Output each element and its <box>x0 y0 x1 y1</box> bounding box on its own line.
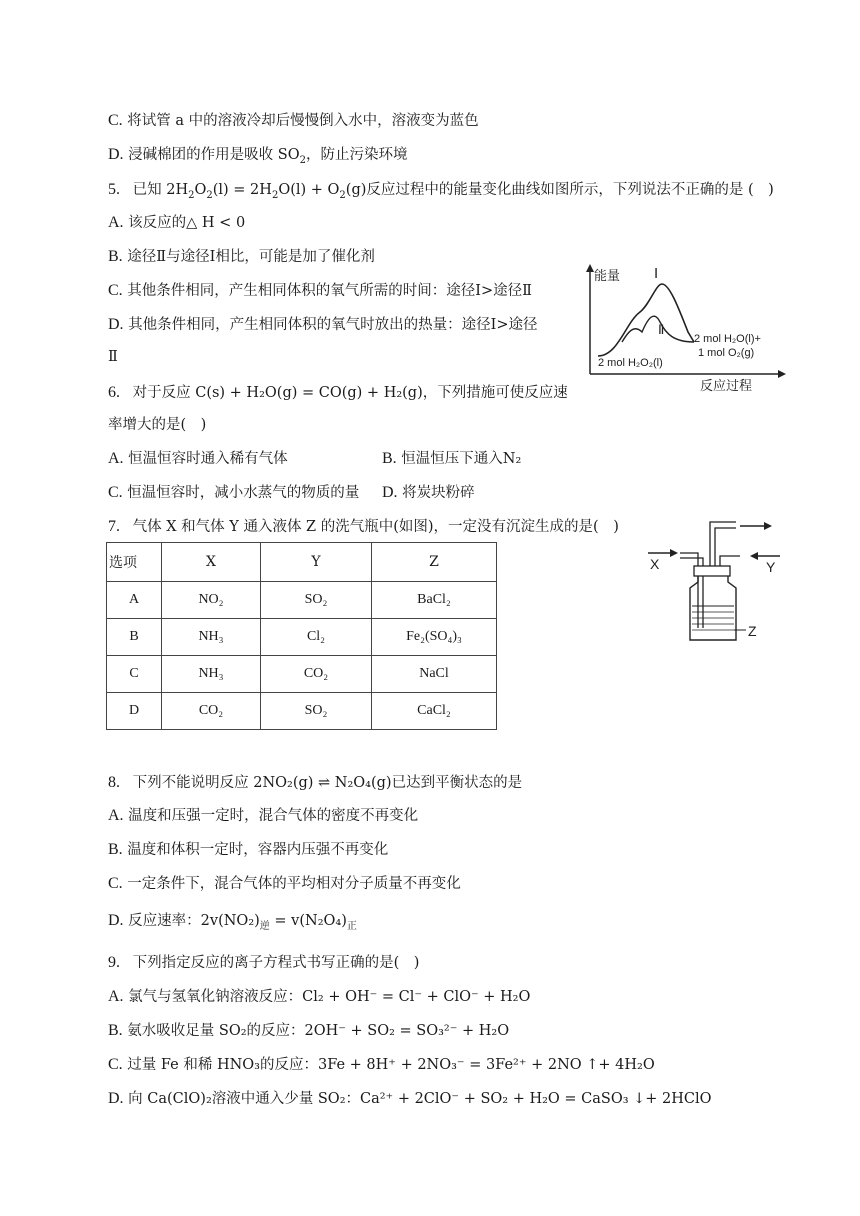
option-letter: A. <box>108 214 124 231</box>
option-text: = v(N₂O₄) <box>269 913 347 929</box>
washing-bottle-diagram <box>640 516 790 648</box>
option-letter: C. <box>108 282 123 299</box>
option-text: 恒温恒容时通入稀有气体 <box>128 451 288 467</box>
q5-option-d-wrap: Ⅱ <box>108 349 118 365</box>
header-cell: 选项 <box>107 543 162 582</box>
stem-text: (l) = 2H <box>212 182 272 198</box>
table-cell: B <box>107 619 162 656</box>
option-text: 途径Ⅱ与途径Ⅰ相比，可能是加了催化剂 <box>127 249 375 265</box>
q8-option-a <box>108 806 418 826</box>
q8-stem <box>108 773 522 793</box>
q4-option-c <box>108 111 479 131</box>
header-cell: Y <box>261 543 372 582</box>
table-cell: BaCl₂ <box>372 582 497 619</box>
option-letter: C. <box>108 112 123 129</box>
option-letter: B. <box>108 248 123 265</box>
table-cell: CO₂ <box>261 656 372 693</box>
stem-text: O <box>194 182 207 198</box>
stem-text: 对于反应 C(s) + H₂O(g) = CO(g) + H₂(g)，下列措施可使反应速 <box>132 385 568 401</box>
table-cell: CO₂ <box>162 693 261 730</box>
q8-option-c <box>108 874 461 894</box>
header-cell: Z <box>372 543 497 582</box>
product-label-2: 1 mol O₂(g) <box>698 347 755 359</box>
bottle-body <box>690 576 736 640</box>
y-axis-arrow <box>586 264 594 272</box>
q9-option-a <box>108 987 530 1007</box>
question-number: 8. <box>108 774 120 791</box>
option-text: ，防止污染环境 <box>305 147 408 163</box>
option-text: 恒温恒容时，减小水蒸气的物质的量 <box>127 485 360 501</box>
q6-stem-wrap: 率增大的是( ) <box>108 417 207 433</box>
option-text: 温度和体积一定时，容器内压强不再变化 <box>127 842 389 858</box>
header-cell: X <box>162 543 261 582</box>
reactant-label: 2 mol H₂O₂(l) <box>598 357 663 369</box>
question-number: 6. <box>108 384 120 401</box>
stem-text: 下列不能说明反应 2NO₂(g) ⇌ N₂O₄(g)已达到平衡状态的是 <box>132 775 523 791</box>
option-text: 氨水吸收足量 SO₂的反应：2OH⁻ + SO₂ = SO₃²⁻ + H₂O <box>127 1023 510 1039</box>
option-letter: A. <box>108 988 124 1005</box>
stem-text: O(l) + O <box>278 182 340 198</box>
stem-text: 已知 2H <box>132 182 189 198</box>
option-letter: D. <box>108 1090 124 1107</box>
option-letter: B. <box>382 450 397 467</box>
option-letter: D. <box>108 146 124 163</box>
gas-y-label: Y <box>766 559 776 575</box>
q6-option-c <box>108 485 359 501</box>
option-letter: D. <box>382 484 398 501</box>
path-1-label: Ⅰ <box>654 265 659 281</box>
table-row <box>107 582 497 619</box>
table-cell: NaCl <box>372 656 497 693</box>
option-letter: A. <box>108 807 124 824</box>
table-cell: CaCl₂ <box>372 693 497 730</box>
arrow-x-icon <box>670 549 678 557</box>
table-cell: SO₂ <box>261 693 372 730</box>
table-row <box>107 656 497 693</box>
option-letter: B. <box>108 1022 123 1039</box>
q6-option-d <box>382 483 475 503</box>
q6-options-row-2 <box>108 483 548 503</box>
path-2-label: Ⅱ <box>658 322 665 337</box>
q9-option-b <box>108 1021 509 1041</box>
table-cell: A <box>107 582 162 619</box>
q5-option-a <box>108 213 245 233</box>
question-number: 7. <box>108 518 120 535</box>
table-cell: Fe₂(SO₄)₃ <box>372 619 497 656</box>
table-cell: NH₃ <box>162 619 261 656</box>
subscript: 正 <box>346 920 357 932</box>
table-cell: SO₂ <box>261 582 372 619</box>
table-cell: C <box>107 656 162 693</box>
liquid-z-label: Z <box>748 623 757 639</box>
option-text: 过量 Fe 和稀 HNO₃的反应：3Fe + 8H⁺ + 2NO₃⁻ = 3Fe²⁺ + 2NO ↑+ 4H₂O <box>127 1057 655 1073</box>
gas-x-label: X <box>650 556 660 572</box>
question-number: 9. <box>108 954 120 971</box>
q5-option-d <box>108 315 538 335</box>
outlet-tube <box>710 522 736 568</box>
table-cell: D <box>107 693 162 730</box>
q4-option-d: D. 浸碱棉团的作用是吸收 $SO_2$，防止污染环境 <box>108 146 408 166</box>
option-text: 将试管 a 中的溶液冷却后慢慢倒入水中，溶液变为蓝色 <box>127 113 479 129</box>
bottle-stopper <box>694 566 730 576</box>
q6-option-a <box>108 451 288 467</box>
product-label-1: 2 mol H₂O(l)+ <box>694 333 761 345</box>
option-text: 该反应的△ H < 0 <box>128 215 246 231</box>
energy-diagram <box>584 262 788 394</box>
option-letter: B. <box>108 841 123 858</box>
q6-options-row-1 <box>108 449 548 469</box>
option-text: 氯气与氢氧化钠溶液反应：Cl₂ + OH⁻ = Cl⁻ + ClO⁻ + H₂O <box>128 989 531 1005</box>
q6-stem <box>108 383 568 403</box>
option-text: 一定条件下，混合气体的平均相对分子质量不再变化 <box>127 876 461 892</box>
q5-option-c <box>108 281 532 301</box>
option-text: 将炭块粉碎 <box>402 485 475 501</box>
q9-option-c <box>108 1055 655 1075</box>
table-cell: Cl₂ <box>261 619 372 656</box>
q8-option-b <box>108 840 388 860</box>
option-text: 向 Ca(ClO)₂溶液中通入少量 SO₂：Ca²⁺ + 2ClO⁻ + SO₂ + H₂O = CaSO₃ ↓+ 2HClO <box>128 1091 712 1107</box>
x-axis-label: 反应过程 <box>700 378 753 393</box>
q9-stem <box>108 953 419 973</box>
table-row <box>107 619 497 656</box>
q5-stem: 5. 已知 $2H_2O_2(l) = 2H_2O(l) + O_2(g)$反应过程中的能量变化曲线如图所示，下列说法不正确的是 ( ) <box>108 181 774 201</box>
stem-text: (g)反应过程中的能量变化曲线如图所示，下列说法不正确的是 ( ) <box>345 182 774 198</box>
q8-option-d <box>108 911 357 931</box>
y-axis-label: 能量 <box>594 268 621 283</box>
stem-text: 下列指定反应的离子方程式书写正确的是( ) <box>132 955 420 971</box>
table-row <box>107 693 497 730</box>
arrow-y-icon <box>750 552 758 560</box>
option-text: 温度和压强一定时，混合气体的密度不再变化 <box>128 808 419 824</box>
option-text: 反应速率：2v(NO₂) <box>128 913 260 929</box>
option-letter: C. <box>108 875 123 892</box>
q7-stem <box>108 517 619 537</box>
table-header-row <box>107 543 497 582</box>
option-text: 恒温恒压下通入N₂ <box>401 451 522 467</box>
q7-table <box>106 542 497 730</box>
inlet-tube <box>680 553 698 628</box>
subscript: 逆 <box>259 920 270 932</box>
stem-text: 气体 X 和气体 Y 通入液体 Z 的洗气瓶中(如图)，一定没有沉淀生成的是( ) <box>132 519 619 535</box>
option-letter: C. <box>108 484 123 501</box>
option-letter: C. <box>108 1056 123 1073</box>
option-letter: D. <box>108 316 124 333</box>
x-axis-arrow <box>778 370 786 378</box>
q6-option-b <box>382 449 521 469</box>
q9-option-d <box>108 1089 712 1109</box>
curve-path-1 <box>598 284 694 356</box>
option-text: 浸碱棉团的作用是吸收 SO <box>128 147 300 163</box>
q5-option-b <box>108 247 375 267</box>
option-text: 其他条件相同，产生相同体积的氧气所需的时间：途径Ⅰ>途径Ⅱ <box>127 283 533 299</box>
table-cell: NH₃ <box>162 656 261 693</box>
option-text: 其他条件相同，产生相同体积的氧气时放出的热量：途径Ⅰ>途径 <box>128 317 538 333</box>
option-letter: A. <box>108 450 124 467</box>
table-cell: NO₂ <box>162 582 261 619</box>
question-number: 5. <box>108 181 120 198</box>
option-letter: D. <box>108 912 124 929</box>
